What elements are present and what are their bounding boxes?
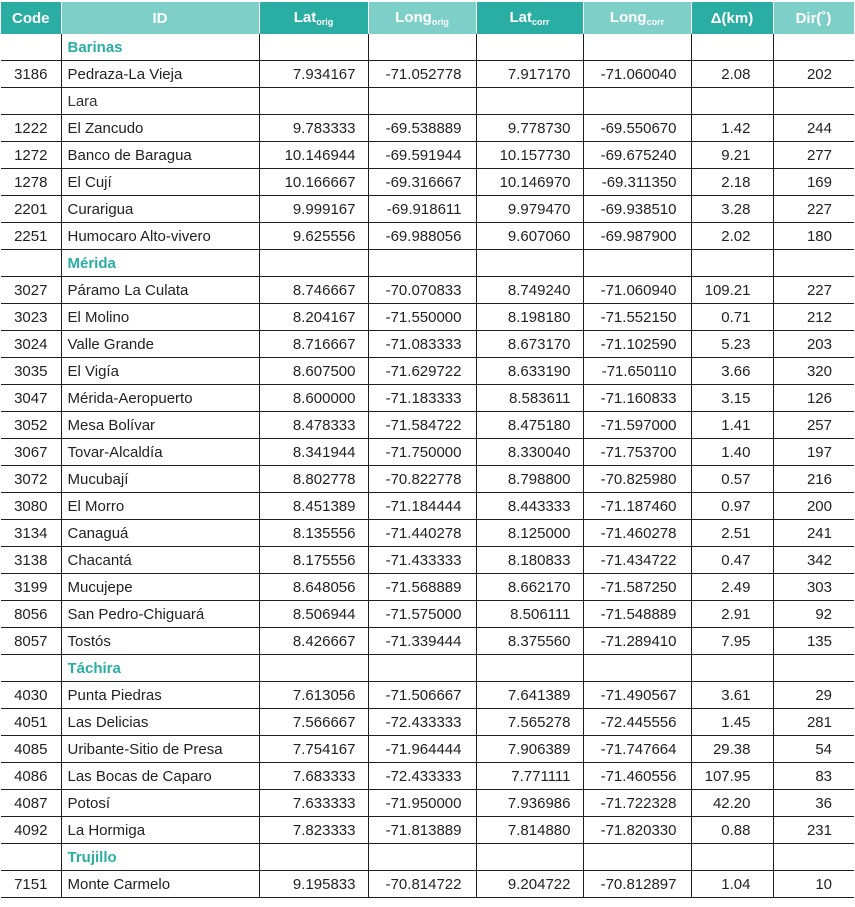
cell-lat-orig: 8.506944 <box>259 601 368 628</box>
cell-direction: 36 <box>773 790 854 817</box>
cell-direction: 216 <box>773 466 854 493</box>
cell-direction: 212 <box>773 304 854 331</box>
cell-id: Mucubají <box>61 466 259 493</box>
cell-direction: 257 <box>773 412 854 439</box>
cell-id: Canaguá <box>61 520 259 547</box>
cell-delta-km: 2.49 <box>691 574 773 601</box>
cell-id: Humocaro Alto-vivero <box>61 223 259 250</box>
cell-lat-corr: 7.641389 <box>476 682 583 709</box>
cell-direction: 180 <box>773 223 854 250</box>
table-row <box>1 871 854 898</box>
cell-direction: 197 <box>773 439 854 466</box>
cell-direction: 320 <box>773 358 854 385</box>
cell-code: 3023 <box>1 304 61 331</box>
cell-long-corr: -71.650110 <box>583 358 691 385</box>
cell-lat-corr: 8.749240 <box>476 277 583 304</box>
header-long-corr: Long$_{corr}$ <box>583 2 691 34</box>
empty-cell <box>583 34 691 61</box>
table-row <box>1 601 854 628</box>
cell-lat-orig: 7.633333 <box>259 790 368 817</box>
cell-long-corr: -71.747664 <box>583 736 691 763</box>
cell-code: 3024 <box>1 331 61 358</box>
cell-long-corr: -71.587250 <box>583 574 691 601</box>
cell-id: El Cují <box>61 169 259 196</box>
empty-cell <box>1 250 61 277</box>
cell-long-orig: -71.506667 <box>368 682 476 709</box>
cell-code: 3199 <box>1 574 61 601</box>
group-label: Barinas <box>61 34 259 61</box>
cell-lat-corr: 8.375560 <box>476 628 583 655</box>
group-label: Mérida <box>61 250 259 277</box>
cell-lat-corr: 8.125000 <box>476 520 583 547</box>
cell-long-orig: -70.814722 <box>368 871 476 898</box>
empty-cell <box>368 34 476 61</box>
cell-lat-corr: 8.180833 <box>476 547 583 574</box>
cell-lat-orig: 7.934167 <box>259 61 368 88</box>
cell-code: 3138 <box>1 547 61 574</box>
cell-lat-corr: 7.917170 <box>476 61 583 88</box>
empty-cell <box>476 250 583 277</box>
cell-lat-orig: 7.566667 <box>259 709 368 736</box>
cell-lat-corr: 8.633190 <box>476 358 583 385</box>
cell-long-orig: -70.822778 <box>368 466 476 493</box>
cell-lat-orig: 8.175556 <box>259 547 368 574</box>
cell-code: 1222 <box>1 115 61 142</box>
cell-delta-km: 2.02 <box>691 223 773 250</box>
cell-long-orig: -71.183333 <box>368 385 476 412</box>
table-row <box>1 574 854 601</box>
cell-lat-orig: 8.204167 <box>259 304 368 331</box>
cell-delta-km: 3.15 <box>691 385 773 412</box>
cell-code: 3080 <box>1 493 61 520</box>
cell-lat-corr: 9.204722 <box>476 871 583 898</box>
table-row <box>1 520 854 547</box>
empty-cell <box>691 88 773 115</box>
cell-id: Mesa Bolívar <box>61 412 259 439</box>
table-row <box>1 61 854 88</box>
cell-id: El Molino <box>61 304 259 331</box>
table-row <box>1 790 854 817</box>
cell-lat-corr: 8.198180 <box>476 304 583 331</box>
cell-direction: 92 <box>773 601 854 628</box>
cell-delta-km: 2.08 <box>691 61 773 88</box>
cell-delta-km: 29.38 <box>691 736 773 763</box>
cell-delta-km: 42.20 <box>691 790 773 817</box>
cell-lat-orig: 7.613056 <box>259 682 368 709</box>
empty-cell <box>1 88 61 115</box>
cell-code: 4086 <box>1 763 61 790</box>
cell-direction: 342 <box>773 547 854 574</box>
cell-lat-orig: 8.135556 <box>259 520 368 547</box>
cell-long-corr: -69.311350 <box>583 169 691 196</box>
cell-code: 3134 <box>1 520 61 547</box>
cell-delta-km: 0.47 <box>691 547 773 574</box>
empty-cell <box>476 34 583 61</box>
cell-id: Chacantá <box>61 547 259 574</box>
cell-long-orig: -69.538889 <box>368 115 476 142</box>
cell-delta-km: 109.21 <box>691 277 773 304</box>
cell-lat-orig: 8.716667 <box>259 331 368 358</box>
cell-delta-km: 107.95 <box>691 763 773 790</box>
table-row <box>1 169 854 196</box>
table-row <box>1 628 854 655</box>
cell-long-corr: -71.102590 <box>583 331 691 358</box>
cell-id: Tostós <box>61 628 259 655</box>
empty-cell <box>583 250 691 277</box>
cell-long-corr: -72.445556 <box>583 709 691 736</box>
cell-delta-km: 2.18 <box>691 169 773 196</box>
group-row <box>1 844 854 871</box>
cell-id: Valle Grande <box>61 331 259 358</box>
cell-lat-corr: 7.771111 <box>476 763 583 790</box>
cell-direction: 281 <box>773 709 854 736</box>
cell-lat-corr: 10.146970 <box>476 169 583 196</box>
empty-cell <box>691 34 773 61</box>
cell-long-corr: -71.597000 <box>583 412 691 439</box>
empty-cell <box>259 655 368 682</box>
cell-lat-corr: 8.506111 <box>476 601 583 628</box>
cell-lat-corr: 9.778730 <box>476 115 583 142</box>
empty-cell <box>773 250 854 277</box>
cell-lat-corr: 10.157730 <box>476 142 583 169</box>
table-header <box>1 2 854 34</box>
cell-code: 8056 <box>1 601 61 628</box>
empty-cell <box>773 655 854 682</box>
cell-delta-km: 1.42 <box>691 115 773 142</box>
cell-long-corr: -71.160833 <box>583 385 691 412</box>
cell-lat-orig: 7.683333 <box>259 763 368 790</box>
cell-id: San Pedro-Chiguará <box>61 601 259 628</box>
cell-long-orig: -71.052778 <box>368 61 476 88</box>
header-code: Code <box>1 2 61 34</box>
cell-direction: 54 <box>773 736 854 763</box>
cell-direction: 135 <box>773 628 854 655</box>
cell-id: Mérida-Aeropuerto <box>61 385 259 412</box>
cell-delta-km: 7.95 <box>691 628 773 655</box>
cell-code: 2201 <box>1 196 61 223</box>
cell-long-orig: -69.316667 <box>368 169 476 196</box>
cell-long-corr: -71.820330 <box>583 817 691 844</box>
table-row <box>1 547 854 574</box>
cell-long-orig: -69.918611 <box>368 196 476 223</box>
cell-long-orig: -71.950000 <box>368 790 476 817</box>
empty-cell <box>259 844 368 871</box>
table-row <box>1 142 854 169</box>
cell-lat-corr: 7.906389 <box>476 736 583 763</box>
group-label: Lara <box>61 88 259 115</box>
cell-long-corr: -70.812897 <box>583 871 691 898</box>
group-row <box>1 655 854 682</box>
cell-id: Uribante-Sitio de Presa <box>61 736 259 763</box>
cell-direction: 10 <box>773 871 854 898</box>
table-row <box>1 412 854 439</box>
cell-direction: 303 <box>773 574 854 601</box>
cell-lat-orig: 8.648056 <box>259 574 368 601</box>
cell-code: 3047 <box>1 385 61 412</box>
cell-direction: 29 <box>773 682 854 709</box>
cell-lat-orig: 8.600000 <box>259 385 368 412</box>
cell-code: 1272 <box>1 142 61 169</box>
cell-id: Potosí <box>61 790 259 817</box>
cell-delta-km: 2.51 <box>691 520 773 547</box>
empty-cell <box>368 655 476 682</box>
cell-delta-km: 1.40 <box>691 439 773 466</box>
cell-long-orig: -71.339444 <box>368 628 476 655</box>
cell-lat-orig: 9.999167 <box>259 196 368 223</box>
cell-lat-orig: 8.341944 <box>259 439 368 466</box>
cell-id: El Morro <box>61 493 259 520</box>
header-lat-corr: Lat$_{corr}$ <box>476 2 583 34</box>
cell-lat-orig: 7.823333 <box>259 817 368 844</box>
cell-id: Monte Carmelo <box>61 871 259 898</box>
cell-id: Curarigua <box>61 196 259 223</box>
table-row <box>1 736 854 763</box>
cell-long-corr: -70.825980 <box>583 466 691 493</box>
cell-delta-km: 9.21 <box>691 142 773 169</box>
cell-code: 3027 <box>1 277 61 304</box>
header-direction: Dir(˚) <box>773 2 854 34</box>
cell-lat-orig: 10.166667 <box>259 169 368 196</box>
group-label: Táchira <box>61 655 259 682</box>
cell-id: Páramo La Culata <box>61 277 259 304</box>
cell-long-orig: -71.629722 <box>368 358 476 385</box>
cell-long-corr: -71.460556 <box>583 763 691 790</box>
cell-id: Las Bocas de Caparo <box>61 763 259 790</box>
cell-long-orig: -71.433333 <box>368 547 476 574</box>
cell-code: 3035 <box>1 358 61 385</box>
cell-id: Pedraza-La Vieja <box>61 61 259 88</box>
cell-delta-km: 5.23 <box>691 331 773 358</box>
cell-long-orig: -71.440278 <box>368 520 476 547</box>
cell-lat-orig: 9.783333 <box>259 115 368 142</box>
empty-cell <box>259 88 368 115</box>
cell-long-corr: -71.722328 <box>583 790 691 817</box>
table-row <box>1 277 854 304</box>
table-row <box>1 466 854 493</box>
cell-lat-corr: 7.565278 <box>476 709 583 736</box>
cell-lat-corr: 8.330040 <box>476 439 583 466</box>
cell-lat-orig: 8.746667 <box>259 277 368 304</box>
table-row <box>1 358 854 385</box>
cell-code: 3067 <box>1 439 61 466</box>
empty-cell <box>259 34 368 61</box>
cell-lat-corr: 9.607060 <box>476 223 583 250</box>
cell-lat-corr: 8.673170 <box>476 331 583 358</box>
cell-id: Mucujepe <box>61 574 259 601</box>
cell-long-orig: -72.433333 <box>368 709 476 736</box>
empty-cell <box>691 250 773 277</box>
cell-direction: 200 <box>773 493 854 520</box>
cell-delta-km: 3.66 <box>691 358 773 385</box>
table-row <box>1 493 854 520</box>
empty-cell <box>1 34 61 61</box>
cell-code: 3052 <box>1 412 61 439</box>
cell-lat-corr: 7.814880 <box>476 817 583 844</box>
cell-delta-km: 3.28 <box>691 196 773 223</box>
cell-long-orig: -71.584722 <box>368 412 476 439</box>
cell-code: 1278 <box>1 169 61 196</box>
cell-direction: 126 <box>773 385 854 412</box>
cell-lat-orig: 9.195833 <box>259 871 368 898</box>
cell-direction: 244 <box>773 115 854 142</box>
cell-code: 7151 <box>1 871 61 898</box>
empty-cell <box>476 88 583 115</box>
cell-direction: 231 <box>773 817 854 844</box>
cell-delta-km: 1.04 <box>691 871 773 898</box>
cell-long-corr: -69.987900 <box>583 223 691 250</box>
cell-long-orig: -70.070833 <box>368 277 476 304</box>
cell-lat-orig: 7.754167 <box>259 736 368 763</box>
cell-direction: 227 <box>773 277 854 304</box>
cell-delta-km: 0.97 <box>691 493 773 520</box>
cell-code: 3186 <box>1 61 61 88</box>
empty-cell <box>368 250 476 277</box>
table-row <box>1 304 854 331</box>
cell-direction: 241 <box>773 520 854 547</box>
empty-cell <box>583 88 691 115</box>
cell-long-corr: -71.548889 <box>583 601 691 628</box>
cell-code: 4051 <box>1 709 61 736</box>
group-label: Trujillo <box>61 844 259 871</box>
cell-long-corr: -71.060940 <box>583 277 691 304</box>
cell-long-orig: -71.550000 <box>368 304 476 331</box>
cell-code: 3072 <box>1 466 61 493</box>
cell-lat-orig: 8.451389 <box>259 493 368 520</box>
cell-long-corr: -71.460278 <box>583 520 691 547</box>
table-row <box>1 682 854 709</box>
empty-cell <box>773 88 854 115</box>
header-id: ID <box>61 2 259 34</box>
table-row <box>1 763 854 790</box>
cell-id: Tovar-Alcaldía <box>61 439 259 466</box>
cell-long-corr: -71.490567 <box>583 682 691 709</box>
header-long-orig: Long$_{orig}$ <box>368 2 476 34</box>
cell-lat-corr: 7.936986 <box>476 790 583 817</box>
cell-code: 4085 <box>1 736 61 763</box>
cell-delta-km: 1.41 <box>691 412 773 439</box>
empty-cell <box>368 844 476 871</box>
cell-long-orig: -71.575000 <box>368 601 476 628</box>
cell-lat-corr: 8.662170 <box>476 574 583 601</box>
empty-cell <box>773 34 854 61</box>
cell-long-corr: -71.289410 <box>583 628 691 655</box>
cell-code: 8057 <box>1 628 61 655</box>
table-row <box>1 385 854 412</box>
table-row <box>1 709 854 736</box>
table-row <box>1 817 854 844</box>
cell-id: Punta Piedras <box>61 682 259 709</box>
cell-id: La Hormiga <box>61 817 259 844</box>
cell-lat-corr: 9.979470 <box>476 196 583 223</box>
cell-long-orig: -71.750000 <box>368 439 476 466</box>
cell-delta-km: 3.61 <box>691 682 773 709</box>
empty-cell <box>476 844 583 871</box>
empty-cell <box>368 88 476 115</box>
cell-long-corr: -71.434722 <box>583 547 691 574</box>
empty-cell <box>583 844 691 871</box>
group-row <box>1 34 854 61</box>
cell-delta-km: 1.45 <box>691 709 773 736</box>
cell-long-orig: -69.988056 <box>368 223 476 250</box>
cell-code: 4092 <box>1 817 61 844</box>
cell-long-orig: -72.433333 <box>368 763 476 790</box>
cell-long-orig: -71.568889 <box>368 574 476 601</box>
cell-lat-corr: 8.798800 <box>476 466 583 493</box>
cell-delta-km: 0.57 <box>691 466 773 493</box>
cell-delta-km: 0.88 <box>691 817 773 844</box>
cell-id: El Vigía <box>61 358 259 385</box>
cell-long-corr: -69.675240 <box>583 142 691 169</box>
cell-long-corr: -71.187460 <box>583 493 691 520</box>
header-delta-km: Δ(km) <box>691 2 773 34</box>
cell-long-corr: -71.552150 <box>583 304 691 331</box>
cell-long-corr: -71.753700 <box>583 439 691 466</box>
table-row <box>1 115 854 142</box>
cell-delta-km: 2.91 <box>691 601 773 628</box>
cell-long-corr: -69.550670 <box>583 115 691 142</box>
table-row <box>1 331 854 358</box>
stations-table <box>1 2 855 898</box>
cell-lat-orig: 10.146944 <box>259 142 368 169</box>
cell-code: 4030 <box>1 682 61 709</box>
cell-delta-km: 0.71 <box>691 304 773 331</box>
empty-cell <box>1 844 61 871</box>
empty-cell <box>259 250 368 277</box>
empty-cell <box>476 655 583 682</box>
group-row <box>1 250 854 277</box>
cell-lat-orig: 8.802778 <box>259 466 368 493</box>
empty-cell <box>773 844 854 871</box>
cell-direction: 203 <box>773 331 854 358</box>
table-row <box>1 223 854 250</box>
cell-long-orig: -71.083333 <box>368 331 476 358</box>
cell-long-orig: -71.964444 <box>368 736 476 763</box>
empty-cell <box>1 655 61 682</box>
cell-long-orig: -71.184444 <box>368 493 476 520</box>
group-row <box>1 88 854 115</box>
cell-direction: 83 <box>773 763 854 790</box>
header-lat-orig: Lat$_{orig}$ <box>259 2 368 34</box>
empty-cell <box>691 844 773 871</box>
cell-lat-corr: 8.475180 <box>476 412 583 439</box>
cell-id: El Zancudo <box>61 115 259 142</box>
cell-lat-orig: 8.426667 <box>259 628 368 655</box>
empty-cell <box>583 655 691 682</box>
cell-direction: 202 <box>773 61 854 88</box>
cell-code: 2251 <box>1 223 61 250</box>
cell-long-corr: -71.060040 <box>583 61 691 88</box>
empty-cell <box>691 655 773 682</box>
cell-lat-corr: 8.443333 <box>476 493 583 520</box>
cell-lat-orig: 9.625556 <box>259 223 368 250</box>
cell-lat-orig: 8.607500 <box>259 358 368 385</box>
cell-long-corr: -69.938510 <box>583 196 691 223</box>
table-body <box>1 34 854 898</box>
table-row <box>1 196 854 223</box>
table-row <box>1 439 854 466</box>
cell-direction: 227 <box>773 196 854 223</box>
cell-direction: 277 <box>773 142 854 169</box>
cell-long-orig: -71.813889 <box>368 817 476 844</box>
cell-long-orig: -69.591944 <box>368 142 476 169</box>
cell-direction: 169 <box>773 169 854 196</box>
cell-id: Banco de Baragua <box>61 142 259 169</box>
cell-id: Las Delicias <box>61 709 259 736</box>
cell-lat-corr: 8.583611 <box>476 385 583 412</box>
cell-code: 4087 <box>1 790 61 817</box>
cell-lat-orig: 8.478333 <box>259 412 368 439</box>
